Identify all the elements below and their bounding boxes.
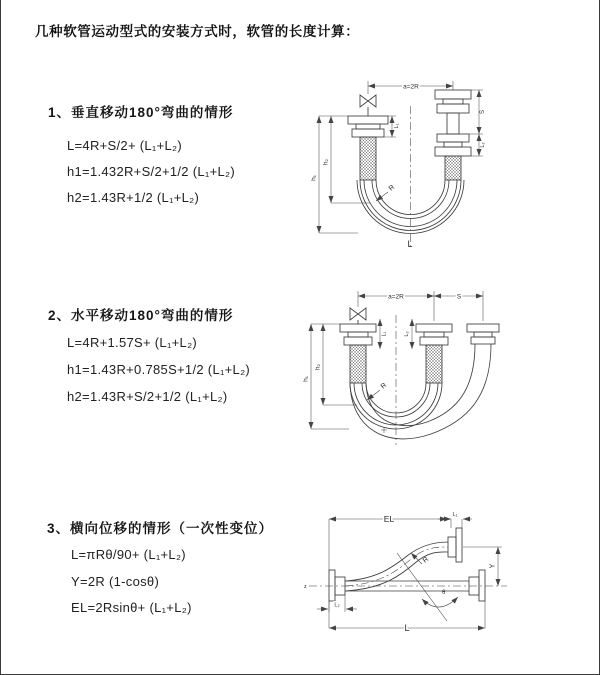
section-1-formula-h2: h2=1.43R+1/2 (L₁+L₂) bbox=[67, 190, 200, 205]
dim-label-h1: h₁ bbox=[310, 175, 318, 181]
hose-moved-outer bbox=[350, 344, 491, 439]
hose-drawing-2 bbox=[340, 308, 499, 445]
dimensions-3 bbox=[317, 519, 502, 628]
axis-mark-z: z bbox=[304, 584, 307, 590]
dim-label-y: Y bbox=[489, 563, 497, 569]
dim-label-r: R bbox=[387, 183, 397, 193]
section-2-formula-L: L=4R+1.57S+ (L₁+L₂) bbox=[67, 335, 198, 350]
dim-label-l: L bbox=[407, 239, 413, 249]
hose-braid-mid bbox=[426, 345, 442, 383]
section-1-heading: 1、垂直移动180°弯曲的情形 bbox=[48, 105, 234, 120]
dim-label-l1: L₁ bbox=[381, 331, 388, 337]
section-2-formula-h2: h2=1.43R+S/2+1/2 (L₁+L₂) bbox=[67, 389, 228, 404]
dim-label-s: S bbox=[456, 293, 462, 301]
section-1-formula-L: L=4R+S/2+ (L₁+L₂) bbox=[67, 138, 182, 153]
hose-braid-left bbox=[350, 345, 366, 383]
dim-label-h2: h₂ bbox=[314, 363, 322, 371]
page-title: 几种软管运动型式的安装方式时，软管的长度计算： bbox=[35, 24, 360, 39]
dim-label-l: L bbox=[404, 623, 410, 633]
section-3-formula-L: L=πRθ/90+ (L₁+L₂) bbox=[71, 547, 186, 562]
diagram-vertical-180-bend bbox=[311, 70, 551, 260]
dimensions-2 bbox=[311, 291, 483, 433]
dim-label-a2r: a=2R bbox=[388, 293, 404, 301]
dim-label-el: EL bbox=[383, 514, 395, 524]
theta-arc bbox=[422, 597, 458, 607]
hose-braid-right bbox=[445, 156, 461, 180]
section-3-heading: 3、横向位移的情形（一次性变位） bbox=[47, 521, 274, 536]
dim-label-h2: h₂ bbox=[322, 158, 330, 166]
hose-curve-lower bbox=[345, 552, 448, 591]
construction-line bbox=[397, 553, 447, 621]
dim-label-r: R bbox=[421, 555, 431, 565]
section-2-formula-h1: h1=1.43R+0.785S+1/2 (L₁+L₂) bbox=[67, 362, 251, 377]
dim-label-l2: L₂ bbox=[404, 331, 410, 337]
dim-label-s: S bbox=[480, 109, 486, 115]
dim-label-theta: θ bbox=[442, 590, 446, 596]
valve-icon bbox=[350, 308, 366, 320]
dim-label-a2r: a=2R bbox=[403, 83, 419, 91]
section-3-formula-Y: Y=2R (1-cosθ) bbox=[71, 574, 160, 589]
dim-label-l1: L₁ bbox=[394, 123, 400, 129]
dim-label-l2: L₂ bbox=[480, 142, 486, 148]
section-3-formula-EL: EL=2Rsinθ+ (L₁+L₂) bbox=[71, 600, 192, 615]
diagram-horizontal-180-bend bbox=[301, 283, 600, 453]
diagram-lateral-displacement bbox=[301, 500, 521, 640]
section-1-formula-h1: h1=1.432R+S/2+1/2 (L₁+L₂) bbox=[67, 164, 235, 179]
valve-icon bbox=[360, 95, 376, 107]
dim-label-l1: L₁ bbox=[452, 512, 458, 518]
dim-label-r: R bbox=[379, 381, 389, 391]
section-2-heading: 2、水平移动180°弯曲的情形 bbox=[48, 308, 234, 323]
hose-braid-left bbox=[360, 137, 376, 180]
dim-label-h1: h₁ bbox=[302, 376, 310, 382]
dim-label-l2: L₂ bbox=[334, 602, 340, 609]
hose-drawing-1 bbox=[348, 90, 471, 250]
